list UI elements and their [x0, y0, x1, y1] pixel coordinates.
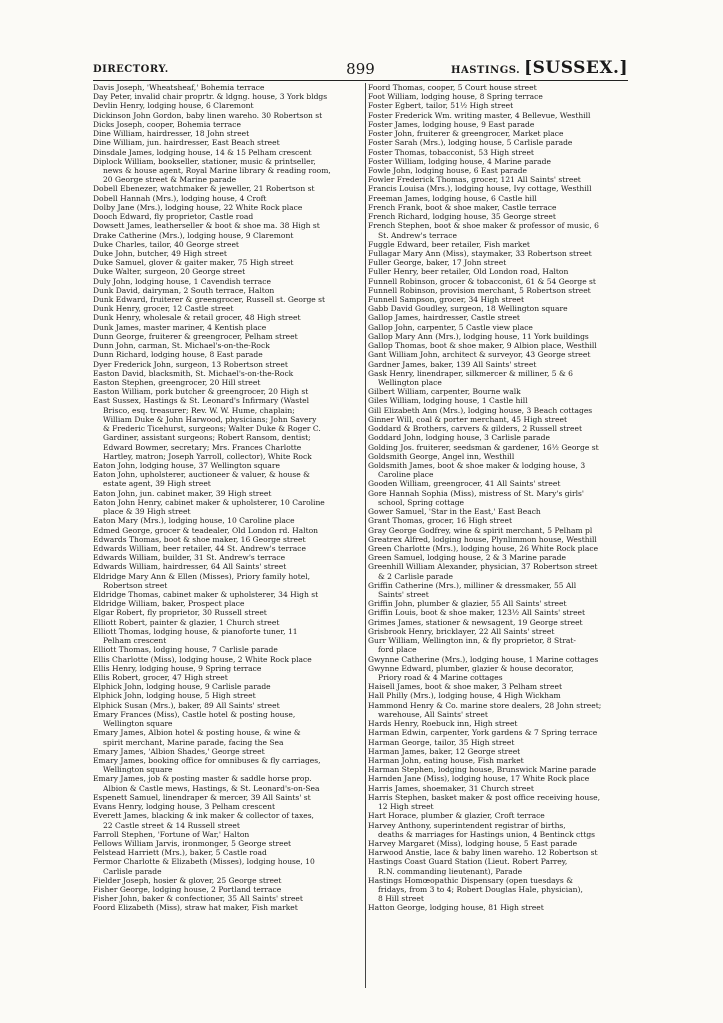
header-county: [SUSSEX.] — [524, 58, 628, 78]
directory-entry-line: warehouse, All Saints' street — [378, 709, 488, 719]
directory-entry-line: Goldsmith George, Angel inn, Westhill — [368, 451, 515, 461]
directory-entry-line: Gallop James, hairdresser, Castle street — [368, 313, 520, 323]
directory-entry-line: Edmed George, grocer & teadealer, Old London rd. Halton — [93, 525, 319, 535]
directory-entry-line: Diplock William, bookseller, stationer, music & printseller, — [93, 156, 316, 166]
directory-entry-line: Emary Frances (Miss), Castle hotel & posting house, — [93, 709, 296, 719]
directory-entry-line: Dunk David, dairyman, 2 South terrace, Halton — [93, 285, 275, 295]
directory-entry-line: Edwards William, hairdresser, 64 All Saints' street — [93, 562, 287, 572]
directory-entry-line: Wellington square — [103, 765, 173, 775]
directory-entry-line: Ginner Will, coal & porter merchant, 45 High street — [368, 414, 568, 424]
directory-entry-line: ford place — [378, 645, 417, 655]
directory-entry-line: Gill Elizabeth Ann (Mrs.), lodging house, 3 Beach cottages — [368, 405, 593, 415]
directory-entry-line: Priory road & 4 Marine cottages — [378, 673, 503, 682]
directory-entry-line: Dowsett James, leatherseller & boot & shoe ma. 38 High st — [93, 221, 320, 231]
directory-entry-line: Edward Bowmer, secretary; Mrs. Frances Charlotte — [103, 442, 302, 452]
directory-entry-line: Grisbrook Henry, bricklayer, 22 All Saints' street — [368, 626, 555, 636]
directory-entry-line: news & house agent, Royal Marine library & reading room, — [103, 165, 331, 175]
directory-entry-line: Dine William, hairdresser, 18 John street — [93, 129, 250, 139]
directory-entry-line: Fuller George, baker, 17 John street — [368, 258, 507, 268]
directory-entry-line: Foster William, lodging house, 4 Marine parade — [368, 156, 551, 166]
directory-entry-line: Hards Henry, Roebuck inn, High street — [368, 719, 518, 729]
directory-entry-line: Harvey Anthony, superintendent registrar of births, — [368, 820, 566, 830]
directory-entry-line: Harman George, tailor, 35 High street — [368, 737, 515, 747]
directory-entry-line: deaths & marriages for Hastings union, 4 Bentinck cttgs — [378, 829, 596, 839]
directory-entry-line: Foster John, fruiterer & greengrocer, Market place — [368, 129, 564, 139]
directory-entry-line: Foster Frederick Wm. writing master, 4 Bellevue, Westhill — [368, 110, 591, 120]
directory-entry-line: Dolby Jane (Mrs.), lodging house, 22 White Rock place — [93, 202, 303, 212]
directory-entry-line: Foster Sarah (Mrs.), lodging house, 5 Carlisle parade — [368, 138, 573, 148]
directory-entry-line: Ellis Robert, grocer, 47 High street — [93, 673, 228, 682]
directory-entry-line: Fowler Frederick Thomas, grocer, 121 All Saints' street — [368, 175, 581, 185]
directory-entry-line: Hatton George, lodging house, 81 High street — [368, 903, 544, 913]
right-column — [368, 83, 628, 913]
directory-entry-line: St. Andrew's terrace — [378, 230, 457, 240]
directory-entry-line: Gallop Thomas, boot & shoe maker, 9 Albion place, Westhill — [368, 341, 597, 351]
directory-entry-line: Gower Samuel, 'Star in the East,' East Beach — [368, 507, 541, 517]
directory-entry-line: Hartley, matron; Joseph Yarroll, collector), White Rock — [103, 451, 312, 461]
directory-entry-line: Foster Egbert, tailor, 51½ High street — [368, 101, 514, 111]
directory-entry-line: Foord Elizabeth (Miss), straw hat maker, Fish market — [93, 903, 298, 913]
directory-entry-line: Dunk Henry, wholesale & retail grocer, 48 High street — [93, 313, 301, 323]
directory-entry-line: East Sussex, Hastings & St. Leonard's Infirmary (Wastel — [93, 396, 309, 406]
directory-entry-line: Elgar Robert, fly proprietor, 30 Russell street — [93, 608, 267, 618]
directory-entry-line: Edwards Thomas, boot & shoe maker, 16 George street — [93, 534, 306, 544]
directory-entry-line: Duke Samuel, glover & gaiter maker, 75 High street — [93, 258, 294, 268]
directory-entry-line: Elliott Thomas, lodging house, & pianoforte tuner, 11 — [93, 626, 298, 636]
directory-entry-line: Fullagar Mary Ann (Miss), staymaker, 33 Robertson street — [368, 248, 592, 258]
directory-entry-line: Emary James, Albion hotel & posting house, & wine & — [93, 728, 301, 738]
header-place: HASTINGS. — [451, 65, 521, 76]
directory-entry-line: Green Charlotte (Mrs.), lodging house, 26 White Rock place — [368, 543, 599, 553]
directory-entry-line: Dine William, jun. hairdresser, East Beach street — [93, 138, 280, 148]
directory-entry-line: Dunk Edward, fruiterer & greengrocer, Russell st. George st — [93, 295, 326, 305]
directory-entry-line: Dyer Frederick John, surgeon, 13 Robertson street — [93, 359, 288, 369]
directory-entry-line: 22 Castle street & 14 Russell street — [103, 820, 240, 830]
directory-entry-line: French Stephen, boot & shoe maker & professor of music, 6 — [368, 221, 599, 231]
directory-entry-line: Pelham crescent — [103, 636, 167, 646]
directory-entry-line: Elphick John, lodging house, 5 High street — [93, 691, 256, 701]
directory-entry-line: Gallop Mary Ann (Mrs.), lodging house, 11 York buildings — [368, 331, 589, 341]
directory-entry-line: Green Samuel, lodging house, 2 & 3 Marine parade — [368, 553, 566, 563]
directory-entry-line: Gilbert William, carpenter, Bourne walk — [368, 387, 521, 397]
directory-entry-line: Everett James, blacking & ink maker & collector of taxes, — [93, 811, 314, 821]
header-section-title: DIRECTORY. — [93, 64, 169, 75]
directory-entry-line: Dickinson John Gordon, baby linen wareho. 30 Robertson st — [93, 110, 323, 120]
directory-entry-line: Eldridge William, baker, Prospect place — [93, 599, 245, 609]
directory-entry-line: William Duke & John Harwood, physicians; John Savery — [103, 414, 317, 424]
directory-entry-line: Grant Thomas, grocer, 16 High street — [368, 516, 513, 526]
directory-entry-line: Wellington place — [378, 378, 442, 387]
directory-entry-line: estate agent, 39 High street — [103, 479, 211, 489]
directory-entry-line: spirit merchant, Marine parade, facing the Sea — [103, 737, 284, 747]
directory-entry-line: Gwynne Edward, plumber, glazier & house decorator, — [368, 663, 574, 673]
directory-entry-line: Davis Joseph, 'Wheatsheaf,' Bohemia terrace — [93, 83, 265, 92]
directory-entry-line: Elphick John, lodging house, 9 Carlisle parade — [93, 682, 271, 692]
directory-entry-line: R.N. commanding lieutenant), Parade — [378, 866, 523, 876]
directory-entry-line: Goldsmith James, boot & shoe maker & lodging house, 3 — [368, 460, 586, 470]
directory-entry-line: Griffin Catherine (Mrs.), milliner & dressmaker, 55 All — [368, 580, 577, 590]
directory-entry-line: Duke John, butcher, 49 High street — [93, 248, 227, 258]
directory-entry-line: Eaton John, lodging house, 37 Wellington square — [93, 460, 280, 470]
directory-entry-line: Gray George Godfrey, wine & spirit merchant, 5 Pelham pl — [368, 525, 593, 535]
directory-entry-line: Dinsdale James, lodging house, 14 & 15 Pelham crescent — [93, 147, 312, 157]
directory-entry-line: Eaton John, upholsterer, auctioneer & valuer, & house & — [93, 470, 310, 480]
directory-entry-line: Fisher George, lodging house, 2 Portland terrace — [93, 885, 282, 895]
directory-entry-line: Foster Thomas, tobacconist, 53 High street — [368, 147, 534, 157]
directory-entry-line: Francis Louisa (Mrs.), lodging house, Ivy cottage, Westhill — [368, 184, 592, 194]
directory-entry-line: Emary James, job & posting master & saddle horse prop. — [93, 774, 312, 784]
directory-entry-line: 20 George street & Marine parade — [103, 175, 237, 185]
directory-entry-line: Hastings Coast Guard Station (Lieut. Robert Parrey, — [368, 857, 568, 867]
directory-entry-line: Gask Henry, linendraper, silkmercer & milliner, 5 & 6 — [368, 368, 573, 378]
directory-entry-line: Duly John, lodging house, 1 Cavendish terrace — [93, 276, 271, 286]
directory-entry-line: Gardiner, assistant surgeons; Robert Ransom, dentist; — [103, 433, 311, 443]
directory-entry-line: school, Spring cottage — [378, 497, 465, 507]
directory-entry-line: Caroline place — [378, 470, 434, 480]
directory-entry-line: Dunn George, fruiterer & greengrocer, Pelham street — [93, 331, 298, 341]
directory-entry-line: Fielder Joseph, hosier & glover, 25 George street — [93, 875, 282, 885]
column-divider — [365, 83, 366, 988]
directory-entry-line: place & 39 High street — [103, 507, 191, 517]
header-location — [451, 58, 628, 78]
directory-entry-line: Dicks Joseph, cooper, Bohemia terrace — [93, 119, 241, 129]
directory-entry-line: Gwynne Catherine (Mrs.), lodging house, 1 Marine cottages — [368, 654, 599, 664]
directory-entry-line: Wellington square — [103, 719, 173, 729]
directory-entry-line: Hall Philly (Mrs.), lodging house, 4 High Wickham — [368, 691, 561, 701]
directory-entry-line: Foord Thomas, cooper, 5 Court house street — [368, 83, 537, 92]
directory-entry-line: Foster James, lodging house, 9 East parade — [368, 119, 535, 129]
directory-entry-line: Dooch Edward, fly proprietor, Castle road — [93, 212, 254, 222]
directory-entry-line: Gabb David Goudley, surgeon, 18 Wellington square — [368, 304, 568, 314]
directory-entry-line: Farroll Stephen, 'Fortune of War,' Halton — [93, 829, 250, 839]
directory-entry-line: Harman Edwin, carpenter, York gardens & 7 Spring terrace — [368, 728, 598, 738]
directory-entry-line: 12 High street — [378, 802, 434, 812]
directory-entry-line: Edwards William, beer retailer, 44 St. Andrew's terrace — [93, 543, 306, 553]
page-number: 899 — [346, 60, 375, 78]
directory-entry-line: Funnell Sampson, grocer, 34 High street — [368, 295, 525, 305]
directory-entry-line: Harman John, eating house, Fish market — [368, 755, 524, 765]
directory-entry-line: Easton David, blacksmith, St. Michael's-on-the-Rock — [93, 368, 294, 378]
directory-entry-line: Eaton John, jun. cabinet maker, 39 High street — [93, 488, 272, 498]
directory-entry-line: Eldridge Mary Ann & Ellen (Misses), Priory family hotel, — [93, 571, 311, 581]
directory-entry-line: Haisell James, boot & shoe maker, 3 Pelham street — [368, 682, 562, 692]
directory-entry-line: Harvey Margaret (Miss), lodging house, 5 East parade — [368, 838, 578, 848]
directory-entry-line: Harman Stephen, lodging house, Brunswick Marine parade — [368, 765, 597, 775]
directory-entry-line: Albion & Castle mews, Hastings, & St. Leonard's-on-Sea — [103, 783, 320, 793]
directory-entry-line: Ellis Charlotte (Miss), lodging house, 2 White Rock place — [93, 654, 312, 664]
header-rule — [93, 80, 628, 81]
directory-entry-line: Grimes James, stationer & newsagent, 19 George street — [368, 617, 583, 627]
directory-entry-line: Elliott Robert, painter & glazier, 1 Church street — [93, 617, 280, 627]
directory-entry-line: Drake Catherine (Mrs.), lodging house, 9 Claremont — [93, 230, 294, 240]
directory-entry-line: Dobell Ebenezer, watchmaker & jeweller, 21 Robertson st — [93, 184, 315, 194]
directory-entry-line: Dunn Richard, lodging house, 8 East parade — [93, 350, 263, 360]
directory-entry-line: Gooden William, greengrocer, 41 All Saints' street — [368, 479, 561, 489]
directory-entry-line: Eaton John Henry, cabinet maker & upholsterer, 10 Caroline — [93, 497, 325, 507]
directory-entry-line: Hastings Homœopathic Dispensary (open tuesdays & — [368, 875, 573, 885]
directory-entry-line: Brisco, esq. treasurer; Rev. W. W. Hume, chaplain; — [103, 405, 295, 415]
directory-entry-line: fridays, from 3 to 4; Robert Douglas Hale, physician), — [378, 885, 583, 895]
directory-entry-line: French Richard, lodging house, 35 George street — [368, 212, 556, 222]
directory-entry-line: Harman James, baker, 12 George street — [368, 746, 521, 756]
directory-entry-line: Duke Walter, surgeon, 20 George street — [93, 267, 246, 277]
directory-entry-line: Goddard John, lodging house, 3 Carlisle parade — [368, 433, 550, 443]
directory-entry-line: Elphick Susan (Mrs.), baker, 89 All Saints' street — [93, 700, 280, 710]
directory-entry-line: 8 Hill street — [378, 894, 424, 904]
directory-entry-line: Emary James, booking office for omnibuses & fly carriages, — [93, 755, 321, 765]
directory-entry-line: Dunk Henry, grocer, 12 Castle street — [93, 304, 234, 314]
directory-entry-line: Harris James, shoemaker, 31 Church street — [368, 783, 534, 793]
directory-entry-line: Gant William John, architect & surveyor, 43 George street — [368, 350, 591, 360]
directory-entry-line: Devlin Henry, lodging house, 6 Claremont — [93, 101, 254, 111]
directory-entry-line: Fermor Charlotte & Elizabeth (Misses), lodging house, 10 — [93, 857, 315, 867]
directory-entry-line: Eaton Mary (Mrs.), lodging house, 10 Caroline place — [93, 516, 295, 526]
directory-entry-line: Fisher John, baker & confectioner, 35 All Saints' street — [93, 894, 303, 904]
directory-entry-line: Harwood Anstie, lace & baby linen wareho. 12 Robertson st — [368, 848, 598, 858]
directory-entry-line: Emary James, 'Albion Shades,' George street — [93, 746, 265, 756]
directory-entry-line: Golding Jos. fruiterer, seedsman & gardener, 16½ George st — [368, 442, 599, 452]
directory-entry-line: Giles William, lodging house, 1 Castle hill — [368, 396, 528, 406]
directory-entry-line: Fowle John, lodging house, 6 East parade — [368, 165, 527, 175]
directory-entry-line: Dobell Hannah (Mrs.), lodging house, 4 Croft — [93, 193, 267, 203]
directory-entry-line: Greenhill William Alexander, physician, 37 Robertson street — [368, 562, 598, 572]
directory-entry-line: & 2 Carlisle parade — [378, 571, 453, 581]
directory-entry-line: Elliott Thomas, lodging house, 7 Carlisle parade — [93, 645, 278, 655]
directory-entry-line: Duke Charles, tailor, 40 George street — [93, 239, 239, 249]
directory-entry-line: Eldridge Thomas, cabinet maker & upholsterer, 34 High st — [93, 590, 319, 600]
directory-entry-line: Saints' street — [378, 590, 429, 600]
directory-entry-line: Griffin John, plumber & glazier, 55 All Saints' street — [368, 599, 567, 609]
directory-entry-line: Hart Horace, plumber & glazier, Croft terrace — [368, 811, 545, 821]
directory-entry-line: Carlisle parade — [103, 866, 162, 876]
directory-entry-line: & Frederic Ticehurst, surgeons; Walter Duke & Roger C. — [103, 424, 321, 434]
directory-entry-line: Foot William, lodging house, 8 Spring terrace — [368, 92, 543, 102]
directory-entry-line: Freeman James, lodging house, 6 Castle hill — [368, 193, 537, 203]
directory-entry-line: Harnden Jane (Miss), lodging house, 17 White Rock place — [368, 774, 590, 784]
directory-entry-line: Fellows William Jarvis, ironmonger, 5 George street — [93, 838, 292, 848]
directory-entry-line: Dunn John, carman, St. Michael's-on-the-Rock — [93, 341, 270, 351]
directory-entry-line: Easton Stephen, greengrocer, 20 Hill street — [93, 378, 261, 387]
directory-entry-line: Funnell Robinson, grocer & tobacconist, 61 & 54 George st — [368, 276, 596, 286]
directory-entry-line: Gardner James, baker, 139 All Saints' street — [368, 359, 537, 369]
directory-entry-line: Robertson street — [103, 580, 168, 590]
directory-entry-line: Greatrex Alfred, lodging house, Plynlimmon house, Westhill — [368, 534, 597, 544]
directory-entry-line: Hammond Henry & Co. marine store dealers, 28 John street; — [368, 700, 602, 710]
directory-entry-line: Espenett Samuel, linendraper & mercer, 39 All Saints' st — [93, 792, 311, 802]
directory-entry-line: Gore Hannah Sophia (Miss), mistress of St. Mary's girls' — [368, 488, 584, 498]
directory-entry-line: Edwards William, builder, 31 St. Andrew's terrace — [93, 553, 286, 563]
directory-entry-line: Evans Henry, lodging house, 3 Pelham crescent — [93, 802, 275, 812]
directory-entry-line: Funnell Robinson, provision merchant, 5 Robertson street — [368, 285, 591, 295]
directory-entry-line: Gurr William, Wellington inn, & fly proprietor, 8 Strat- — [368, 636, 576, 646]
directory-entry-line: Gallop John, carpenter, 5 Castle view place — [368, 322, 533, 332]
directory-entry-line: Ellis Henry, lodging house, 9 Spring terrace — [93, 663, 262, 673]
directory-entry-line: Harris Stephen, basket maker & post office receiving house, — [368, 792, 601, 802]
directory-entry-line: Fuggle Edward, beer retailer, Fish market — [368, 239, 530, 249]
directory-entry-line: Easton William, pork butcher & greengrocer, 20 High st — [93, 387, 309, 397]
directory-entry-line: Griffin Louis, boot & shoe maker, 123½ All Saints' street — [368, 608, 586, 618]
directory-entry-line: Day Peter, invalid chair proprtr. & ldgng. house, 3 York bldgs — [93, 92, 328, 102]
directory-entry-line: Fuller Henry, beer retailer, Old London road, Halton — [368, 267, 569, 277]
page-header — [93, 58, 628, 82]
directory-entry-line: Felstead Harriett (Mrs.), baker, 5 Castle road — [93, 848, 267, 858]
directory-entry-line: Dunk James, master mariner, 4 Kentish place — [93, 322, 267, 332]
left-column — [93, 83, 363, 913]
directory-entry-line: French Frank, boot & shoe maker, Castle terrace — [368, 202, 557, 212]
directory-entry-line: Goddard & Brothers, carvers & gilders, 2 Russell street — [368, 424, 582, 434]
